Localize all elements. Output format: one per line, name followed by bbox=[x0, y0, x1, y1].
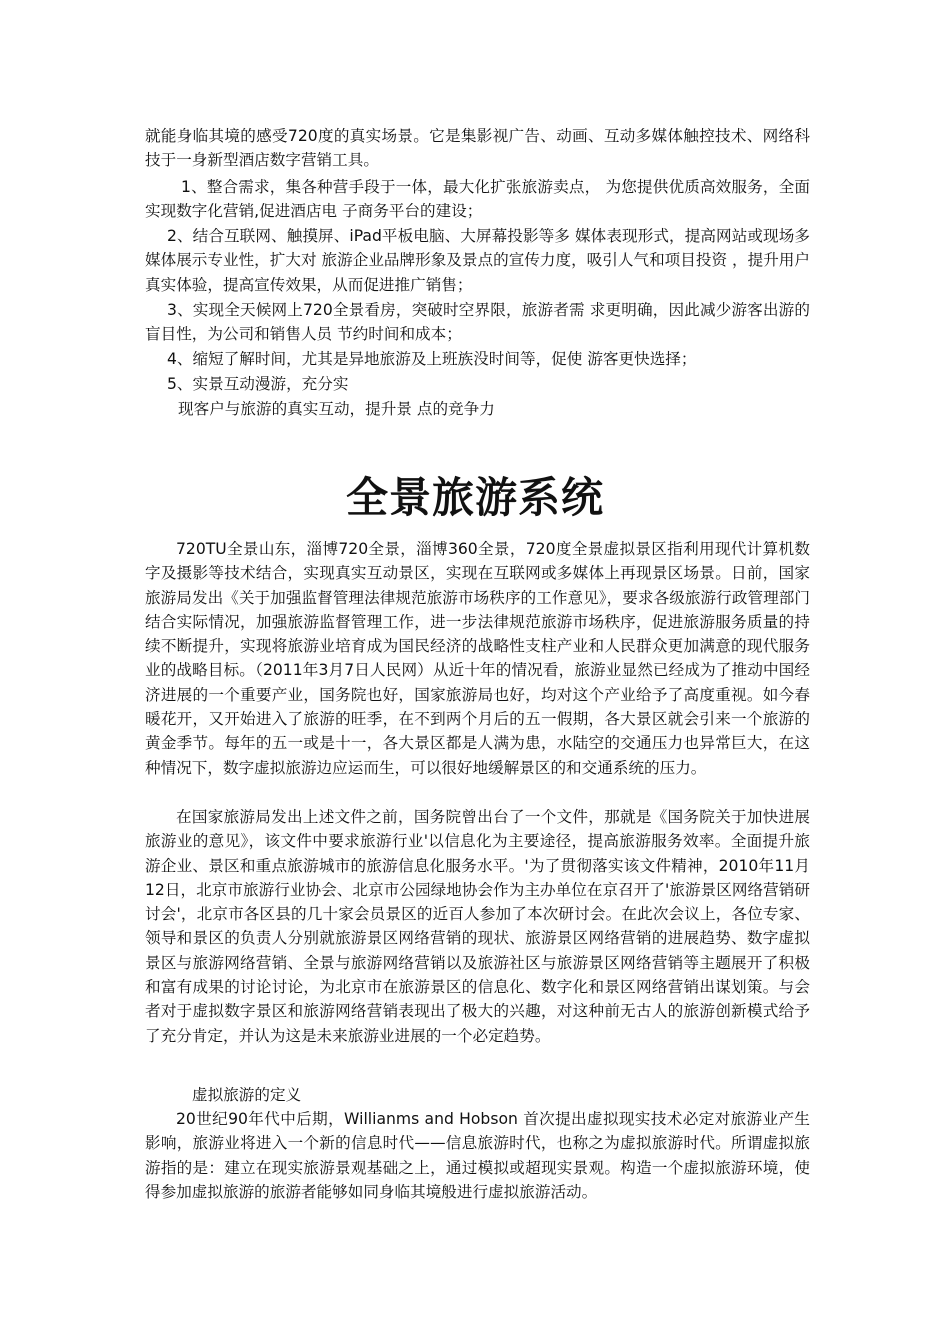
list-item-5: 5、实景互动漫游，充分实 bbox=[167, 375, 349, 393]
body-paragraph-2: 在国家旅游局发出上述文件之前，国务院曾出台了一个文件，那就是《国务院关于加快进展旅游业的意见》，该文件中要求旅游行业'以信息化为主要途径，提高旅游服务效率。全面提升旅游企业、景区和重点旅游城市的旅游信息化服务水平。'为了贯彻落实该文件精神，2010年11月12日，北京市旅游行业协会、北京市公园绿地协会作为主办单位在京召开了'旅游景区网络营销研讨会'，北京市各区县的几十家会员景区的近百人参加了本次研讨会。在此次会议上，各位专家、领导和景区的负责人分别就旅游景区网络营销的现状、旅游景区网络营销的进展趋势、数字虚拟景区与旅游网络营销、全景与旅游网络营销以及旅游社区与旅游景区网络营销等主题展开了积极和富有成果的讨论讨论，为北京市在旅游景区的信息化、数字化和景区网络营销出谋划策。与会者对于虚拟数字景区和旅游网络营销表现出了极大的兴趣，对这种前无古人的旅游创新模式给予了充分肯定，并认为这是未来旅游业进展的一个必定趋势。 bbox=[145, 808, 810, 1045]
list-item-3: 3、实现全天候网上720全景看房，突破时空界限，旅游者需 求更明确，因此减少游客出游的盲目性，为公司和销售人员 节约时间和成本； bbox=[145, 301, 810, 344]
section-heading: 虚拟旅游的定义 bbox=[192, 1086, 302, 1104]
body-paragraph-3: 20世纪90年代中后期，Willianms and Hobson 首次提出虚拟现实技术必定对旅游业产生影响，旅游业将进入一个新的信息时代——信息旅游时代，也称之为虚拟旅游时代。所谓虚拟旅游指的是：建立在现实旅游景观基础之上，通过模拟或超现实景观。构造一个虚拟旅游环境，使得参加虚拟旅游的旅游者能够如同身临其境般进行虚拟旅游活动。 bbox=[145, 1110, 810, 1201]
body-paragraph-1: 720TU全景山东，淄博720全景，淄博360全景，720度全景虚拟景区指利用现代计算机数字及摄影等技术结合，实现真实互动景区，实现在互联网或多媒体上再现景区场景。日前，国家旅游局发出《关于加强监督管理法律规范旅游市场秩序的工作意见》，要求各级旅游行政管理部门结合实际情况，加强旅游监督管理工作，进一步法律规范旅游市场秩序，促进旅游服务质量的持续不断提升，实现将旅游业培育成为国民经济的战略性支柱产业和人民群众更加满意的现代服务业的战略目标。（2011年3月7日人民网）从近十年的情况看，旅游业显然已经成为了推动中国经济进展的一个重要产业，国务院也好，国家旅游局也好，均对这个产业给予了高度重视。如今春暖花开，又开始进入了旅游的旺季，在不到两个月后的五一假期，各大景区就会引来一个旅游的黄金季节。每年的五一或是十一，各大景区都是人满为患，水陆空的交通压力也异常巨大，在这种情况下，数字虚拟旅游边应运而生，可以很好地缓解景区的和交通系统的压力。 bbox=[145, 540, 810, 777]
page-title: 全景旅游系统 bbox=[345, 473, 604, 522]
list-item-5-continued: 现客户与旅游的真实互动，提升景 点的竞争力 bbox=[178, 400, 495, 418]
list-item-4: 4、缩短了解时间，尤其是异地旅游及上班族没时间等，促使 游客更快选择； bbox=[167, 350, 697, 368]
list-item-1: 1、整合需求，集各种营手段于一体，最大化扩张旅游卖点， 为您提供优质高效服务，全面实现数字化营销,促进酒店电 子商务平台的建设； bbox=[145, 178, 810, 221]
list-item-2: 2、结合互联网、触摸屏、iPad平板电脑、大屏幕投影等多 媒体表现形式，提高网站或现场多媒体展示专业性，扩大对 旅游企业品牌形象及景点的宣传力度，吸引人气和项目投资 ，提升用户真实体验，提高宣传效果，从而促进推广销售； bbox=[145, 227, 810, 294]
intro-paragraph: 就能身临其境的感受720度的真实场景。它是集影视广告、动画、互动多媒体触控技术、网络科技于一身新型酒店数字营销工具。 bbox=[145, 127, 810, 170]
